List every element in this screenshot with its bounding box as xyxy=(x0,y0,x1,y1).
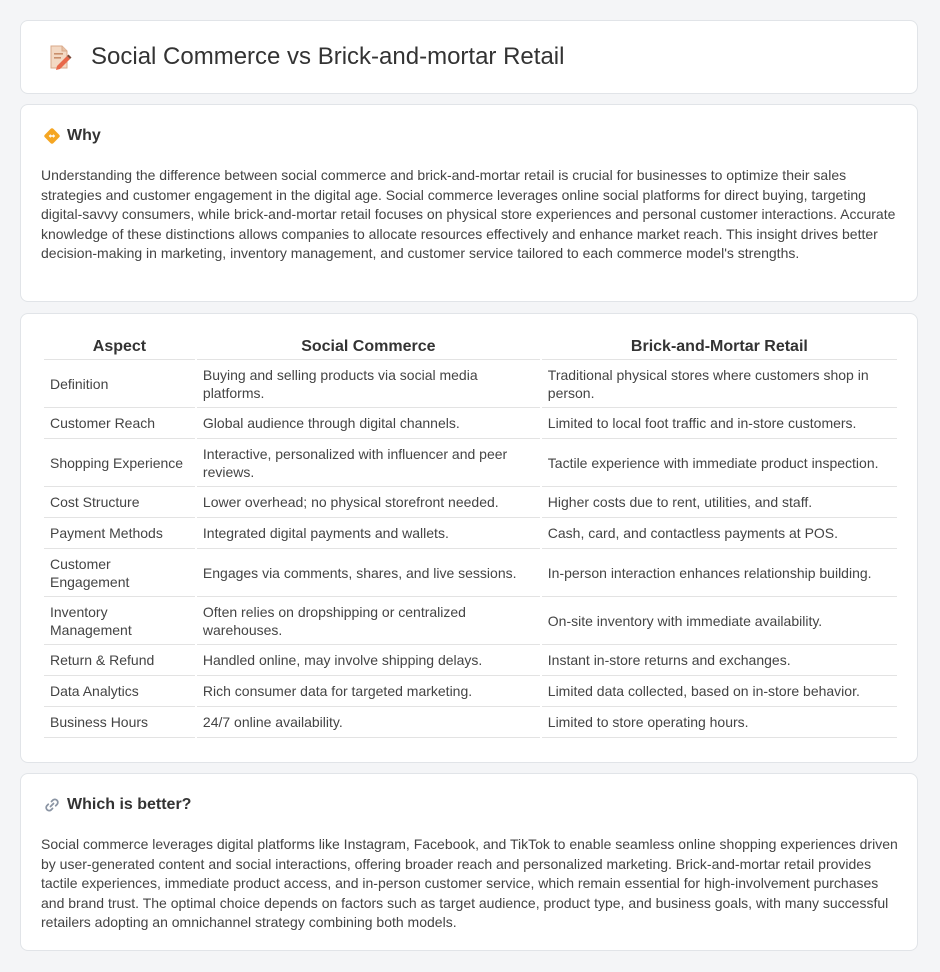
link-icon xyxy=(43,796,61,814)
brick-and-mortar-cell: Higher costs due to rent, utilities, and staff. xyxy=(542,487,897,518)
title-card xyxy=(20,20,918,94)
aspect-cell: Definition xyxy=(44,360,195,408)
aspect-cell: Data Analytics xyxy=(44,676,195,707)
comparison-section xyxy=(20,313,918,763)
social-commerce-cell: Interactive, personalized with influencer and peer reviews. xyxy=(197,439,540,487)
page-title: Social Commerce vs Brick-and-mortar Retail xyxy=(91,43,565,70)
table-row xyxy=(44,597,897,645)
why-body: Understanding the difference between social commerce and brick-and-mortar retail is crucial for businesses to optimize their sales strategies and customer engagement in the digital age. Social commerce leverages online social platforms for direct buying, targeting digital-savvy consumers, while brick-and-mortar retail focuses on physical store experiences and personal customer interactions. Accurate knowledge of these distinctions allows companies to allocate resources effectively and enhance market reach. This insight drives better decision-making in marketing, inventory management, and customer service tailored to each commerce model's strengths. xyxy=(41,167,896,261)
header-brick-and-mortar: Brick-and-Mortar Retail xyxy=(542,336,897,360)
social-commerce-cell: Integrated digital payments and wallets. xyxy=(197,518,540,549)
comparison-table xyxy=(42,336,899,738)
aspect-cell: Customer Engagement xyxy=(44,549,195,597)
brick-and-mortar-cell: Cash, card, and contactless payments at POS. xyxy=(542,518,897,549)
brick-and-mortar-cell: Limited to local foot traffic and in-store customers. xyxy=(542,408,897,439)
which-is-better-heading: Which is better? xyxy=(67,796,192,813)
which-is-better-body: Social commerce leverages digital platforms like Instagram, Facebook, and TikTok to enable seamless online shopping experiences driven by user-generated content and social interactions, offering broader reach and personalized marketing. Brick-and-mortar retail provides tactile experiences, immediate product access, and in-person customer service, which remain essential for high-involvement purchases and brand trust. The optimal choice depends on factors such as target audience, product type, and business goals, with many successful retailers adopting an omnichannel strategy combining both models. xyxy=(41,836,898,930)
table-row xyxy=(44,676,897,707)
aspect-cell: Shopping Experience xyxy=(44,439,195,487)
social-commerce-cell: Global audience through digital channels. xyxy=(197,408,540,439)
aspect-cell: Customer Reach xyxy=(44,408,195,439)
social-commerce-cell: Buying and selling products via social media platforms. xyxy=(197,360,540,408)
table-row xyxy=(44,360,897,408)
brick-and-mortar-cell: On-site inventory with immediate availability. xyxy=(542,597,897,645)
brick-and-mortar-cell: Limited to store operating hours. xyxy=(542,707,897,738)
table-row xyxy=(44,439,897,487)
why-section xyxy=(20,104,918,302)
diamond-arrows-icon xyxy=(43,127,61,145)
social-commerce-cell: Often relies on dropshipping or centralized warehouses. xyxy=(197,597,540,645)
brick-and-mortar-cell: Instant in-store returns and exchanges. xyxy=(542,645,897,676)
social-commerce-cell: Lower overhead; no physical storefront needed. xyxy=(197,487,540,518)
table-row xyxy=(44,408,897,439)
aspect-cell: Return & Refund xyxy=(44,645,195,676)
document-pencil-icon xyxy=(45,43,73,71)
brick-and-mortar-cell: Tactile experience with immediate product inspection. xyxy=(542,439,897,487)
aspect-cell: Business Hours xyxy=(44,707,195,738)
social-commerce-cell: Engages via comments, shares, and live sessions. xyxy=(197,549,540,597)
social-commerce-cell: Rich consumer data for targeted marketing. xyxy=(197,676,540,707)
table-row xyxy=(44,707,897,738)
brick-and-mortar-cell: In-person interaction enhances relationship building. xyxy=(542,549,897,597)
which-is-better-section xyxy=(20,773,918,951)
table-row xyxy=(44,518,897,549)
social-commerce-cell: 24/7 online availability. xyxy=(197,707,540,738)
table-header-row xyxy=(44,336,897,360)
header-social-commerce: Social Commerce xyxy=(197,336,540,360)
table-row xyxy=(44,487,897,518)
brick-and-mortar-cell: Traditional physical stores where customers shop in person. xyxy=(542,360,897,408)
aspect-cell: Payment Methods xyxy=(44,518,195,549)
aspect-cell: Cost Structure xyxy=(44,487,195,518)
aspect-cell: Inventory Management xyxy=(44,597,195,645)
header-aspect: Aspect xyxy=(44,336,195,360)
why-heading: Why xyxy=(67,127,101,144)
table-row xyxy=(44,645,897,676)
brick-and-mortar-cell: Limited data collected, based on in-store behavior. xyxy=(542,676,897,707)
table-row xyxy=(44,549,897,597)
social-commerce-cell: Handled online, may involve shipping delays. xyxy=(197,645,540,676)
